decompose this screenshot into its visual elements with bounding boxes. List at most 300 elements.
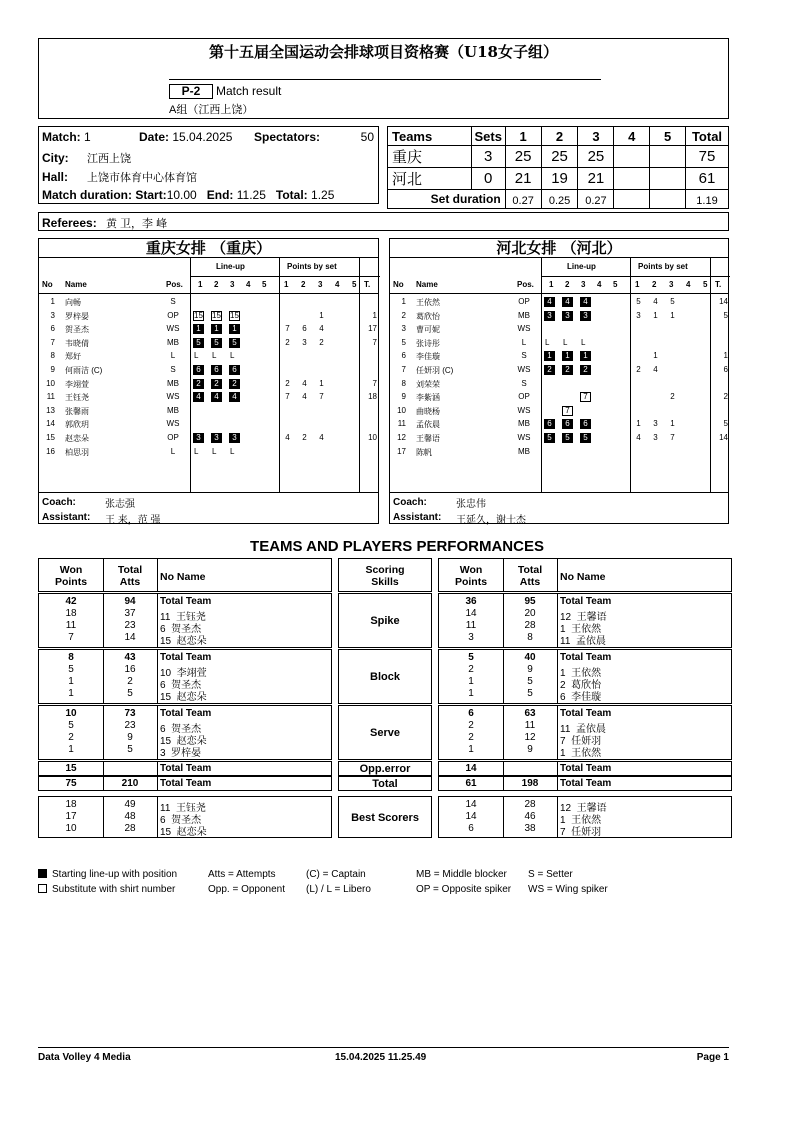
player-position: OP	[167, 310, 179, 320]
perf-block	[438, 649, 732, 704]
perf-atts: 9	[527, 664, 533, 675]
set-points: 3	[653, 433, 658, 442]
end-time: 11.25	[236, 188, 266, 202]
perf-player: Total Team	[160, 763, 212, 774]
player-name: 李紫涵	[416, 393, 440, 403]
rule	[103, 559, 104, 591]
starting-position-box: 3	[562, 311, 573, 321]
assistant-label: Assistant:	[393, 512, 442, 523]
lineup-set-num: 5	[613, 280, 618, 289]
player-number: 12	[397, 433, 406, 442]
perf-player: Total Team	[160, 596, 212, 607]
report-title: Match result	[216, 84, 282, 98]
perf-won: 1	[468, 744, 474, 755]
footer-left: Data Volley 4 Media	[38, 1052, 131, 1063]
rule	[557, 797, 558, 837]
perf-player: 6 贺圣杰	[160, 680, 202, 691]
perf-won: 18	[65, 799, 77, 810]
perf-player: 15 赵恋朵	[160, 636, 207, 647]
player-total: 2	[723, 392, 728, 402]
starting-position-box: 5	[580, 433, 591, 443]
player-number: 17	[397, 446, 406, 456]
player-row	[39, 323, 378, 337]
starting-position-box: 1	[229, 324, 240, 334]
perf-atts: 28	[124, 823, 136, 834]
scores-header-cell: 4	[614, 127, 650, 146]
player-total: 14	[719, 297, 728, 306]
footer-page: Page 1	[696, 1052, 729, 1063]
player-total: 18	[368, 392, 377, 402]
player-row	[390, 310, 728, 324]
set-points: 2	[670, 392, 675, 402]
perf-player: 11 孟依晨	[560, 636, 606, 647]
header-divider	[169, 79, 601, 80]
player-name: 王依然	[416, 298, 440, 307]
player-row	[390, 296, 728, 310]
player-number: 3	[50, 310, 55, 320]
open-square-icon	[38, 884, 47, 893]
footer-timestamp: 15.04.2025 11.25.49	[335, 1052, 427, 1063]
perf-skill-cell	[338, 776, 432, 791]
perf-won: 2	[468, 720, 474, 731]
starting-position-box: 4	[562, 297, 573, 307]
col-scoring-skills: Scoring Skills	[365, 564, 405, 588]
starting-position-box: 5	[562, 433, 573, 443]
player-row	[390, 418, 728, 432]
legend-atts: Atts = Attempts	[208, 869, 276, 880]
perf-player: 11 孟依晨	[560, 724, 606, 735]
perf-player: 12 王馨语	[560, 612, 607, 623]
perf-block	[438, 796, 732, 838]
perf-player: Total Team	[560, 596, 612, 607]
set-points: 4	[653, 297, 658, 306]
points-set-num: 1	[635, 280, 640, 289]
perf-won: 61	[465, 778, 477, 789]
set-points: 4	[653, 365, 658, 374]
col-no: No	[393, 280, 404, 289]
rule	[557, 762, 558, 775]
set-points: 4	[319, 324, 324, 334]
points-set-num: 5	[703, 280, 708, 289]
scores-cell-s4	[614, 146, 650, 168]
hall-label: Hall:	[42, 170, 69, 184]
perf-skill-cell	[338, 649, 432, 704]
starting-position-box: 2	[229, 379, 240, 389]
perf-atts: 12	[524, 732, 536, 743]
player-number: 16	[46, 446, 55, 456]
set-duration-value	[650, 190, 686, 209]
perf-player: Total Team	[160, 652, 212, 663]
player-position: WS	[517, 324, 531, 334]
perf-atts: 5	[127, 688, 133, 699]
player-number: 10	[46, 378, 55, 388]
perf-atts: 9	[527, 744, 533, 755]
starting-position-box: 3	[211, 433, 222, 443]
col-name: Name	[65, 280, 87, 289]
legend-op: OP = Opposite spiker	[416, 884, 512, 895]
starting-position-box: 5	[229, 338, 240, 348]
legend-sub-text: Substitute with shirt number	[52, 884, 176, 895]
rule	[390, 293, 728, 294]
perf-won: 3	[468, 632, 474, 643]
player-position: MB	[518, 310, 530, 320]
perf-atts: 43	[124, 652, 136, 663]
player-position: WS	[517, 433, 531, 442]
perf-won: 14	[465, 763, 477, 774]
player-position: WS	[166, 419, 180, 429]
points-set-num: 2	[652, 280, 657, 289]
perf-player: 15 赵恋朵	[160, 692, 207, 703]
col-total: T.	[364, 280, 371, 289]
assistant-names: 王 来，范 强	[105, 515, 161, 526]
perf-total-row	[38, 776, 332, 791]
rule	[157, 762, 158, 775]
scores-cell-s3: 21	[578, 168, 614, 190]
col-name: Name	[416, 280, 438, 289]
perf-atts: 37	[124, 608, 136, 619]
performance-title: TEAMS AND PLAYERS PERFORMANCES	[250, 538, 544, 555]
rule	[157, 777, 158, 790]
points-set-num: 4	[686, 280, 691, 289]
points-set-num: 3	[318, 280, 323, 289]
set-points: 1	[670, 419, 675, 429]
starting-position-box: 1	[580, 351, 591, 361]
date-label: Date:	[139, 130, 170, 144]
set-scores-table	[387, 126, 729, 209]
perf-block	[38, 649, 332, 704]
perf-won: 75	[65, 778, 77, 789]
skill-name: Opp.error	[359, 763, 411, 775]
perf-won: 10	[65, 823, 77, 834]
libero-marker: L	[194, 446, 199, 456]
perf-skill-cell	[338, 705, 432, 760]
starting-position-box: 2	[544, 365, 555, 375]
player-total: 7	[372, 337, 377, 347]
lineup-set-num: 2	[214, 280, 219, 289]
player-position: S	[170, 365, 176, 374]
player-name: 陈帆	[416, 447, 432, 457]
perf-won: 7	[68, 632, 74, 643]
libero-marker: L	[212, 351, 217, 361]
starting-position-box: 2	[193, 379, 204, 389]
perf-player: Total Team	[160, 708, 212, 719]
legend-start	[38, 869, 177, 880]
player-name: 刘荣荣	[416, 379, 440, 389]
perf-skill-cell	[338, 593, 432, 648]
player-position: S	[521, 378, 527, 388]
scores-cell-s1: 21	[505, 168, 541, 190]
perf-player: 11 王钰尧	[160, 612, 206, 623]
perf-block	[438, 705, 732, 760]
rule	[557, 650, 558, 703]
perf-player: 7 任妍羽	[560, 736, 602, 747]
player-number: 8	[50, 351, 55, 361]
player-number: 7	[401, 365, 406, 374]
player-row	[39, 418, 378, 432]
set-points: 7	[670, 433, 675, 442]
player-row	[39, 350, 378, 364]
player-number: 6	[401, 351, 406, 361]
player-row	[39, 391, 378, 405]
perf-block	[38, 705, 332, 760]
rule	[157, 594, 158, 647]
rule	[190, 276, 380, 277]
coach-name: 张忠伟	[456, 499, 486, 510]
player-total: 10	[368, 433, 377, 442]
set-points: 5	[636, 297, 641, 306]
starting-position-box: 3	[229, 433, 240, 443]
player-position: S	[170, 297, 176, 306]
starting-position-box: 5	[193, 338, 204, 348]
player-number: 9	[401, 392, 406, 402]
perf-player: 15 赵恋朵	[160, 827, 207, 838]
rule	[503, 762, 504, 775]
starting-position-box: 1	[562, 351, 573, 361]
player-position: OP	[518, 297, 530, 306]
perf-player: 6 李佳璇	[560, 692, 602, 703]
player-name: 张馨雨	[65, 406, 89, 416]
player-number: 13	[46, 405, 55, 415]
perf-atts: 46	[524, 811, 536, 822]
starting-position-box: 4	[211, 392, 222, 402]
player-number: 1	[401, 297, 406, 306]
set-duration-value: 1.19	[686, 190, 729, 209]
perf-atts: 16	[124, 664, 136, 675]
starting-position-box: 1	[193, 324, 204, 334]
starting-position-box: 6	[562, 419, 573, 429]
libero-marker: L	[563, 337, 568, 347]
perf-total-row	[438, 761, 732, 776]
set-duration-value: 0.27	[578, 190, 614, 209]
player-row	[39, 337, 378, 351]
perf-won: 5	[68, 664, 74, 675]
player-position: WS	[166, 392, 180, 402]
scores-cell-total: 61	[686, 168, 729, 190]
col-total-atts: Total Atts	[117, 564, 143, 588]
player-position: MB	[518, 446, 530, 456]
starting-position-box: 5	[211, 338, 222, 348]
perf-won: 14	[465, 811, 477, 822]
starting-position-box: 6	[193, 365, 204, 375]
assistant-names: 王延久，谢士杰	[456, 515, 526, 526]
skill-name: Best Scorers	[351, 812, 419, 824]
referees-label: Referees:	[42, 216, 97, 230]
player-position: WS	[517, 365, 531, 374]
player-total: 17	[368, 324, 377, 334]
player-total: 14	[719, 433, 728, 442]
match-number: 1	[84, 130, 91, 144]
points-by-set-header: Points by set	[287, 262, 337, 271]
starting-position-box: 3	[580, 311, 591, 321]
set-duration-label: Set duration	[388, 190, 506, 209]
substitute-box: 7	[562, 406, 573, 416]
rule	[541, 276, 730, 277]
perf-player: 11 王钰尧	[160, 803, 206, 814]
player-position: WS	[166, 324, 180, 334]
coach-label: Coach:	[42, 497, 76, 508]
set-points: 3	[302, 337, 307, 347]
player-row	[390, 405, 728, 419]
team-name: 重庆女排 （重庆）	[39, 239, 378, 258]
col-total: T.	[715, 280, 722, 289]
player-total: 1	[723, 351, 728, 361]
perf-header-skills	[338, 558, 432, 592]
player-position: MB	[167, 378, 179, 388]
perf-atts: 28	[524, 620, 536, 631]
rule	[39, 293, 378, 294]
player-name: 向畅	[65, 298, 81, 307]
perf-won: 15	[65, 763, 77, 774]
substitute-box: 7	[580, 392, 591, 402]
perf-player: 1 王依然	[560, 748, 602, 759]
player-position: L	[170, 351, 176, 361]
player-position: MB	[518, 419, 530, 429]
set-points: 1	[653, 310, 658, 320]
perf-player: 1 王依然	[560, 624, 602, 635]
libero-marker: L	[212, 446, 217, 456]
match-info-box	[38, 126, 379, 204]
points-by-set-header: Points by set	[638, 262, 688, 271]
perf-skill-cell	[338, 761, 432, 776]
col-won-points: Won Points	[454, 564, 488, 588]
perf-won: 6	[468, 708, 474, 719]
lineup-header: Line-up	[567, 262, 596, 271]
player-row	[39, 432, 378, 446]
perf-won: 8	[68, 652, 74, 663]
starting-position-box: 5	[544, 433, 555, 443]
set-points: 2	[285, 337, 290, 347]
starting-position-box: 2	[580, 365, 591, 375]
scores-cell-s4	[614, 168, 650, 190]
scores-header-cell: Total	[686, 127, 729, 146]
player-total: 7	[372, 378, 377, 388]
perf-player: 12 王馨语	[560, 803, 607, 814]
player-name: 王钰尧	[65, 393, 89, 403]
set-points: 2	[319, 337, 324, 347]
rule	[557, 559, 558, 591]
libero-marker: L	[581, 337, 586, 347]
start-time: 10.00	[166, 188, 197, 202]
perf-won: 2	[68, 732, 74, 743]
perf-atts: 9	[127, 732, 133, 743]
substitute-box: 15	[230, 310, 239, 320]
starting-position-box: 2	[562, 365, 573, 375]
set-points: 1	[319, 378, 324, 388]
perf-won: 6	[468, 823, 474, 834]
scores-cell-s1: 25	[505, 146, 541, 168]
starting-position-box: 6	[229, 365, 240, 375]
player-row	[39, 296, 378, 310]
set-points: 4	[302, 378, 307, 388]
perf-atts: 94	[124, 596, 136, 607]
player-row	[390, 432, 728, 446]
perf-skill-cell	[338, 796, 432, 838]
player-row	[390, 378, 728, 392]
rule	[157, 706, 158, 759]
player-row	[390, 364, 728, 378]
player-row	[39, 310, 378, 324]
rule	[557, 594, 558, 647]
player-number: 11	[397, 419, 406, 429]
perf-atts: 49	[124, 799, 136, 810]
starting-position-box: 3	[193, 433, 204, 443]
perf-won: 5	[468, 652, 474, 663]
player-position: MB	[167, 337, 179, 347]
perf-total-row	[38, 761, 332, 776]
perf-player: Total Team	[560, 708, 612, 719]
legend-s: S = Setter	[528, 869, 573, 880]
scores-cell-team: 重庆	[388, 146, 472, 168]
set-points: 5	[670, 297, 675, 306]
report-code: P-2	[169, 84, 213, 99]
perf-block	[38, 593, 332, 648]
perf-player: 15 赵恋朵	[160, 736, 207, 747]
player-row	[390, 323, 728, 337]
perf-atts: 8	[527, 632, 533, 643]
rule	[157, 559, 158, 591]
lineup-set-num: 3	[230, 280, 235, 289]
player-row	[390, 337, 728, 351]
scores-cell-s5	[650, 146, 686, 168]
points-set-num: 2	[301, 280, 306, 289]
total-label: Total:	[275, 188, 308, 202]
set-points: 4	[302, 392, 307, 402]
set-points: 1	[636, 419, 641, 429]
starting-position-box: 6	[580, 419, 591, 429]
set-points: 4	[319, 433, 324, 442]
perf-player: 1 王依然	[560, 815, 602, 826]
player-row	[390, 446, 728, 460]
starting-position-box: 6	[544, 419, 555, 429]
perf-atts: 23	[124, 720, 136, 731]
scores-cell-s2: 25	[541, 146, 578, 168]
perf-player: 1 王依然	[560, 668, 602, 679]
player-total: 5	[723, 419, 728, 429]
coach-name: 张志强	[105, 499, 135, 510]
starting-position-box: 3	[544, 311, 555, 321]
perf-atts: 2	[127, 676, 133, 687]
footer-divider	[38, 1047, 729, 1048]
player-number: 5	[401, 337, 406, 347]
lineup-set-num: 1	[198, 280, 203, 289]
set-duration-value: 0.27	[505, 190, 541, 209]
hall-value: 上饶市体育中心体育馆	[87, 172, 197, 184]
total-duration: 1.25	[311, 188, 335, 202]
set-points: 2	[285, 378, 290, 388]
player-name: 何雨洁 (C)	[65, 366, 103, 375]
legend-opp: Opp. = Opponent	[208, 884, 286, 895]
scores-cell-s5	[650, 168, 686, 190]
lineup-header: Line-up	[216, 262, 245, 271]
player-total: 1	[372, 310, 377, 320]
skill-name: Block	[370, 671, 400, 683]
lineup-set-num: 1	[549, 280, 554, 289]
player-number: 15	[46, 433, 55, 442]
col-won-points: Won Points	[54, 564, 88, 588]
player-number: 7	[50, 337, 55, 347]
libero-marker: L	[545, 337, 550, 347]
player-number: 11	[46, 392, 55, 402]
perf-won: 5	[68, 720, 74, 731]
end-label: End:	[206, 188, 234, 202]
rule	[157, 797, 158, 837]
perf-player: Total Team	[160, 778, 212, 789]
set-points: 1	[319, 310, 324, 320]
scores-cell-sets: 3	[471, 146, 505, 168]
perf-atts: 210	[121, 778, 139, 789]
perf-block	[438, 593, 732, 648]
substitute-box: 15	[212, 310, 221, 320]
